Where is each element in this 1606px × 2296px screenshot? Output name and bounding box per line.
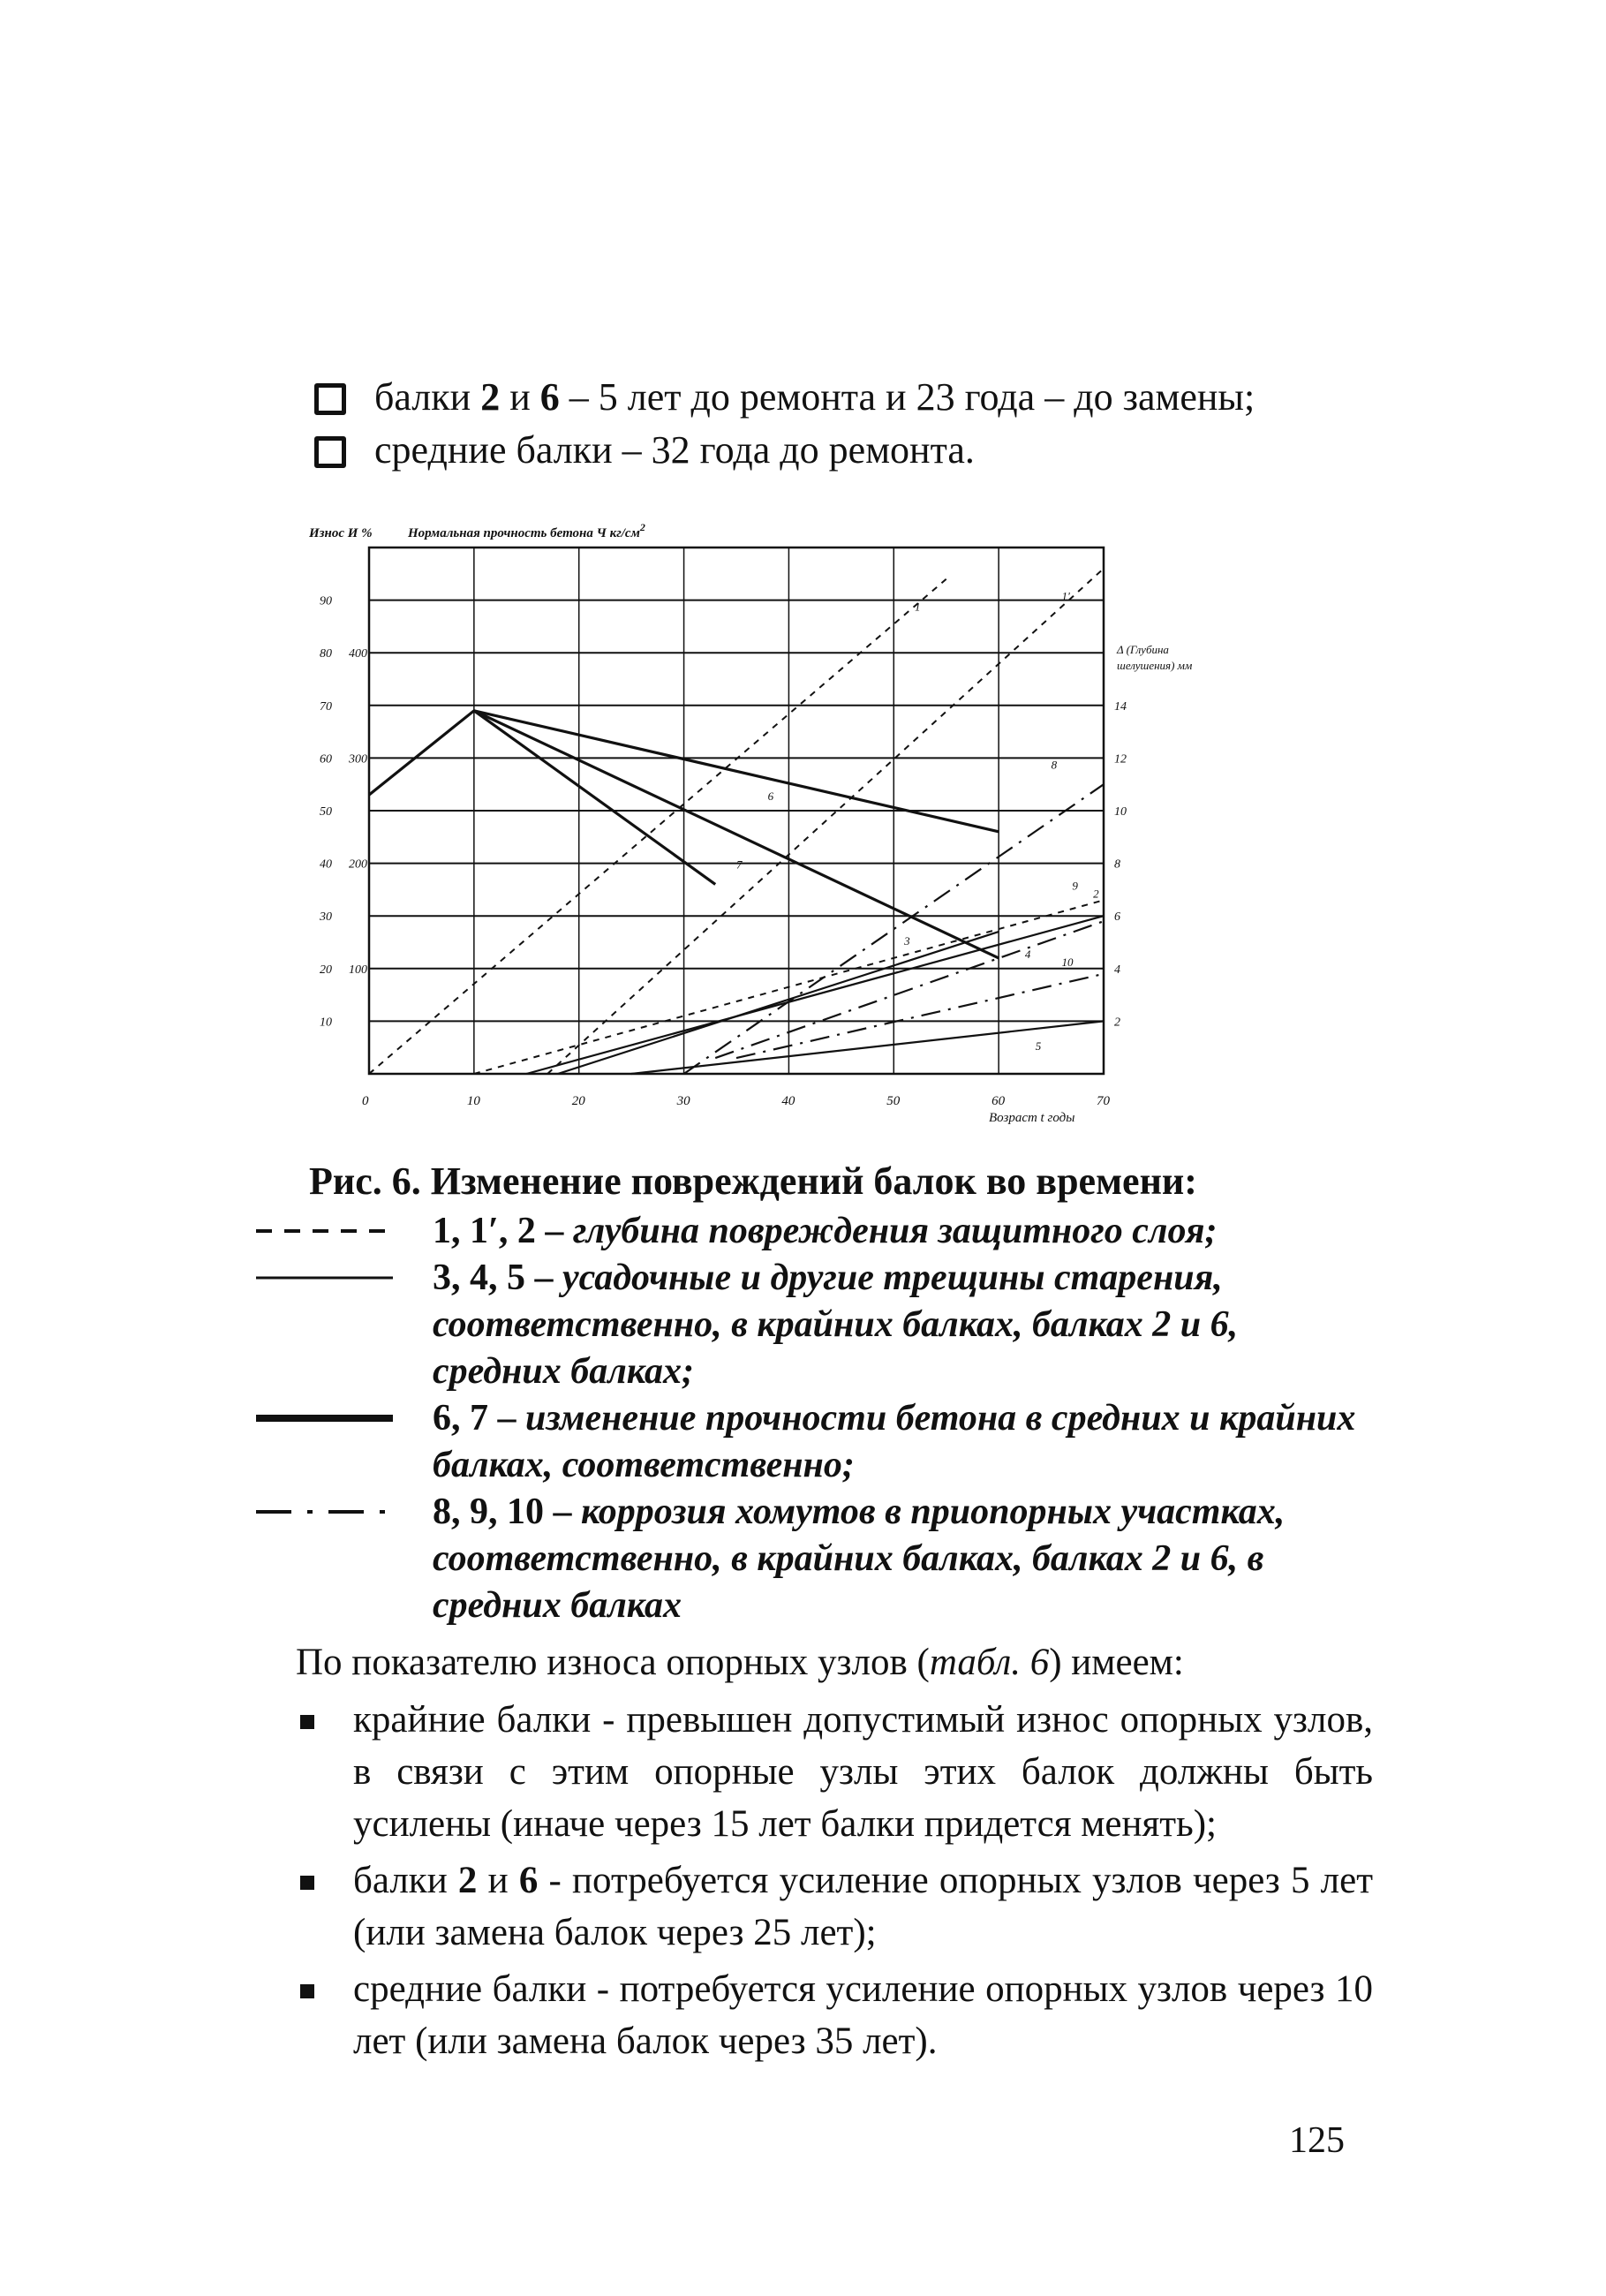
checkbox-icon <box>314 436 346 468</box>
square-bullet-icon <box>300 1876 314 1890</box>
y-strength-tick-label: 400 <box>349 647 367 661</box>
y-left-tick-label: 20 <box>320 963 332 977</box>
top-checklist <box>311 371 1370 477</box>
y-right-tick-label: 10 <box>1114 805 1127 819</box>
list-item <box>291 1694 1373 1850</box>
y-left-tick-label: 80 <box>320 647 332 661</box>
legend-description: коррозия хомутов в приопорных участках, соответственно, в крайних балках, балках 2 и 6, в средних балках <box>433 1492 1286 1626</box>
x-tick-label: 40 <box>781 1094 795 1108</box>
curve-label: 4 <box>1024 947 1031 961</box>
x-tick-label: 70 <box>1097 1094 1110 1108</box>
checklist-item <box>311 371 1370 424</box>
y-left-tick-label: 70 <box>320 699 332 714</box>
y-left-tick-label: 30 <box>320 910 332 925</box>
series-1prime-line <box>547 569 1104 1074</box>
curve-label: 6 <box>767 789 774 804</box>
x-tick-label: 60 <box>991 1094 1006 1108</box>
figure-6-chart <box>309 521 1236 1139</box>
y-left-tick-label: 60 <box>320 752 332 767</box>
list-item <box>291 1963 1373 2067</box>
y-right-tick-label: 4 <box>1114 963 1120 977</box>
curve-label: 1 <box>915 600 921 614</box>
curve-label: 8 <box>1051 758 1058 772</box>
x-tick-label: 50 <box>886 1094 901 1108</box>
series-3-line <box>558 932 999 1074</box>
y-right-tick-label: 2 <box>1114 1016 1120 1030</box>
legend-numbers: 3, 4, 5 – <box>433 1258 562 1298</box>
y-left-tick-label: 40 <box>320 857 332 872</box>
series-4-line <box>526 916 1104 1074</box>
y-left-tick-label: 50 <box>320 805 332 819</box>
table-reference: табл. 6 <box>929 1642 1050 1683</box>
square-bullet-icon <box>300 1715 314 1729</box>
series-5-line <box>631 1021 1104 1074</box>
curve-label: 3 <box>904 933 910 948</box>
legend-description: изменение прочности бетона в средних и крайних балках, соответственно; <box>433 1398 1356 1485</box>
legend-numbers: 6, 7 – <box>433 1398 525 1439</box>
legend-numbers: 1, 1′, 2 – <box>433 1211 573 1251</box>
list-item <box>291 1854 1373 1959</box>
thick-line-icon <box>256 1411 397 1429</box>
series-unnamed-line <box>474 711 999 958</box>
series-7-line <box>474 711 715 885</box>
legend-description: усадочные и другие трещины старения, соответственно, в крайних балках, балках 2 и 6, средних балках; <box>433 1258 1239 1392</box>
y-strength-tick-label: 200 <box>349 857 367 872</box>
y-strength-tick-label: 100 <box>349 963 367 977</box>
curve-label: 5 <box>1035 1039 1042 1054</box>
y-right-tick-label: 14 <box>1114 699 1127 714</box>
list-item-text: средние балки - потребуется усиление опорных узлов через 10 лет (или замена балок через 35 лет). <box>353 1968 1373 2062</box>
legend-numbers: 8, 9, 10 – <box>433 1492 581 1532</box>
curve-label: 1' <box>1061 589 1070 603</box>
legend-description: глубина повреждения защитного слоя; <box>572 1211 1218 1251</box>
y-right-tick-label: 8 <box>1114 857 1120 872</box>
x-tick-label: 10 <box>466 1094 480 1108</box>
chart-grid <box>369 548 1104 1074</box>
paragraph-suffix: ) имеем: <box>1049 1642 1184 1683</box>
checklist-item-text: средние балки – 32 года до ремонта. <box>374 428 975 472</box>
y-left-tick-label: 90 <box>320 594 332 608</box>
square-bullet-icon <box>300 1984 314 1998</box>
thin-line-icon <box>256 1271 397 1288</box>
x-tick-label: 20 <box>571 1094 585 1108</box>
curve-label: 9 <box>1072 879 1078 893</box>
dash-dot-line-icon <box>256 1505 397 1522</box>
x-tick-label: 30 <box>676 1094 690 1108</box>
x-axis-label: Возраст t годы <box>989 1111 1075 1125</box>
legend-row <box>256 1208 1368 1255</box>
strength-axis-header: Нормальная прочность бетона Ч $кг/см^2$ <box>408 521 645 540</box>
curve-label: 7 <box>736 857 743 872</box>
chart-labels <box>319 590 1127 1108</box>
legend-row <box>256 1255 1368 1395</box>
legend-row <box>256 1395 1368 1489</box>
curve-label: 2 <box>1093 887 1099 901</box>
figure-legend <box>256 1208 1368 1629</box>
dashed-line-icon <box>256 1224 397 1242</box>
bullet-list <box>291 1694 1373 2072</box>
series-10-line <box>736 974 1104 1058</box>
y-right-tick-label: 6 <box>1114 910 1120 925</box>
x-tick-label: 0 <box>362 1094 369 1108</box>
y-left-tick-label: 10 <box>320 1016 332 1030</box>
y-right-tick-label: 12 <box>1114 752 1127 767</box>
chart-series <box>369 569 1104 1074</box>
checkbox-icon <box>314 383 346 415</box>
figure-caption: Рис. 6. Изменение повреждений балок во времени: <box>309 1159 1197 1203</box>
right-axis-label-line2: шелушения) мм <box>1117 659 1193 672</box>
curve-label: 10 <box>1061 955 1074 969</box>
y-strength-tick-label: 300 <box>349 752 367 767</box>
paragraph-prefix: По показателю износа опорных узлов ( <box>296 1642 930 1683</box>
legend-row <box>256 1489 1368 1629</box>
list-item-text: крайние балки - превышен допустимый износ опорных узлов, в связи с этим опорные узлы этих балок должны быть усилены (иначе через 15 лет балки придется менять); <box>353 1699 1373 1845</box>
page-number: 125 <box>1289 2120 1345 2161</box>
body-paragraph <box>296 1638 1373 1688</box>
checklist-item-text: балки 2 и 6 – 5 лет до ремонта и 23 года – до замены; <box>374 375 1255 419</box>
right-axis-label-line1: Δ (Глубина <box>1117 643 1169 656</box>
left-axis-header: Износ И % <box>309 526 373 540</box>
list-item-text: балки 2 и 6 - потребуется усиление опорных узлов через 5 лет (или замена балок через 25 лет); <box>353 1860 1374 1953</box>
checklist-item <box>311 424 1370 477</box>
